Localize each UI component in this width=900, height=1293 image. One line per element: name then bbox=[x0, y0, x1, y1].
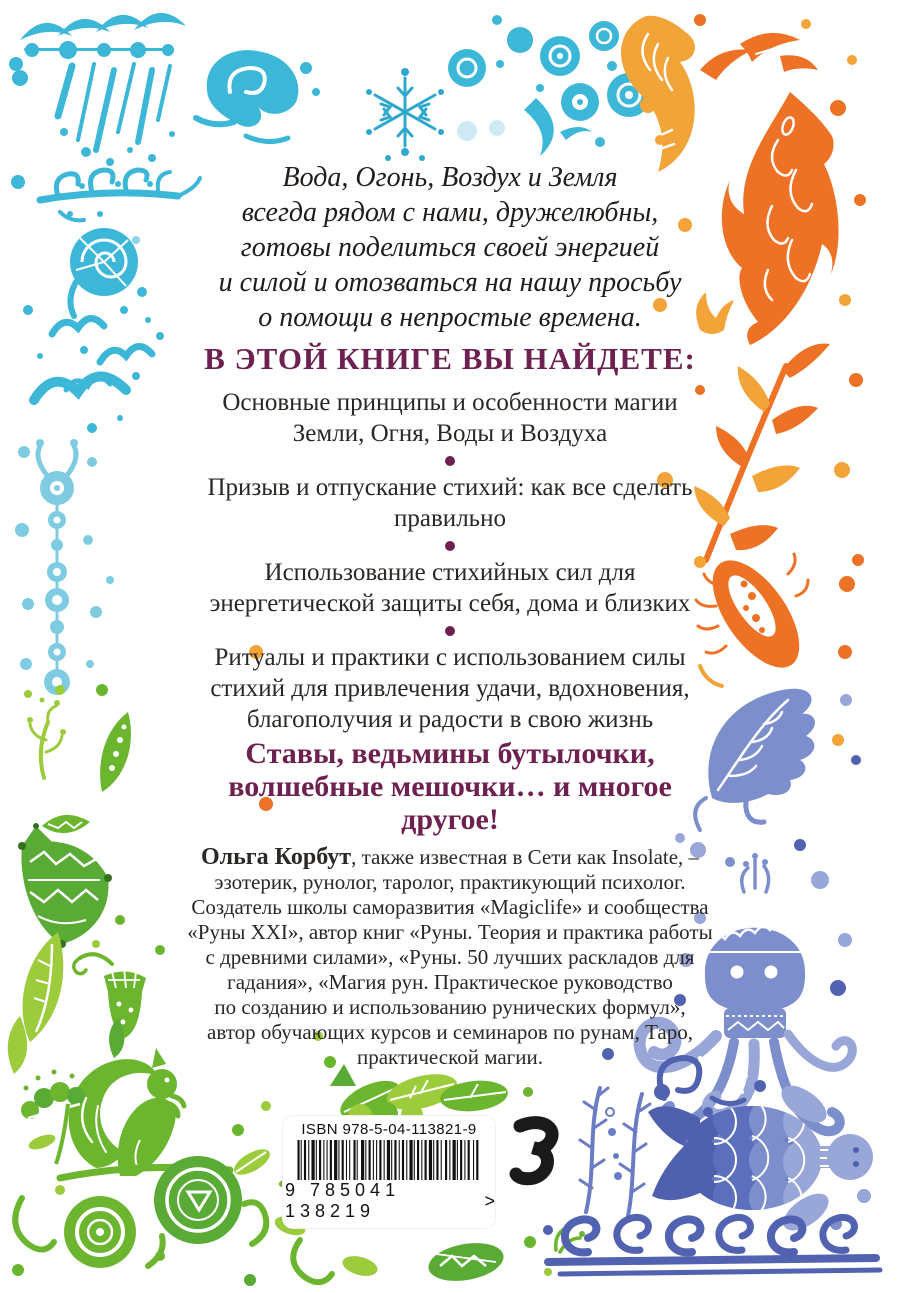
list-item-line: энергетической защиты себя, дома и близких bbox=[209, 590, 691, 617]
author-name: Ольга Корбут bbox=[200, 844, 352, 870]
barcode-digit-string: 9 785041 138219 bbox=[283, 1180, 482, 1222]
list-item-line: Основные принципы и особенности магии bbox=[222, 389, 678, 416]
bullet-separator bbox=[445, 456, 455, 466]
list-item-line: Ритуалы и практики с использованием силы bbox=[214, 644, 686, 671]
author-bio-line: с древними силами», «Руны. 50 лучших раскладов для bbox=[205, 945, 695, 969]
author-bio bbox=[140, 845, 760, 1070]
author-bio-line: гадания», «Магия рун. Практическое руководство bbox=[227, 970, 673, 994]
intro-line: Вода, Огонь, Воздух и Земля bbox=[282, 162, 618, 193]
highlight-line: волшебные мешочки… и многое bbox=[228, 770, 672, 803]
list-item bbox=[150, 642, 750, 735]
list-item-line: правильно bbox=[394, 505, 506, 532]
bullet-separator bbox=[445, 626, 455, 636]
barcode-arrow: > bbox=[484, 1190, 495, 1211]
list-item bbox=[150, 387, 750, 449]
intro-line: о помощи в непростые времена. bbox=[258, 302, 642, 333]
list-item-line: благополучия и радости в свою жизнь bbox=[246, 706, 654, 733]
author-bio-line: по созданию и использованию рунических формул», bbox=[214, 995, 686, 1019]
section-heading: В ЭТОЙ КНИГЕ ВЫ НАЙДЕТЕ: bbox=[204, 341, 696, 376]
intro-line: и силой и отозваться на нашу просьбу bbox=[218, 267, 682, 298]
list-item-line: Использование стихийных сил для bbox=[264, 559, 636, 586]
barcode-digits bbox=[283, 1180, 495, 1222]
eksmo-logo-icon bbox=[506, 1112, 570, 1192]
list-item-line: стихий для привлечения удачи, вдохновения, bbox=[210, 675, 690, 702]
contents-list bbox=[150, 387, 750, 735]
author-bio-text: , также известная в Сети как Insolate, – bbox=[351, 845, 700, 869]
highlight-text bbox=[150, 737, 750, 836]
author-bio-line: автор обучающих курсов и семинаров по рунам, Таро, bbox=[207, 1020, 693, 1044]
isbn-barcode-panel bbox=[283, 1116, 495, 1228]
intro-line: всегда рядом с нами, дружелюбны, bbox=[241, 197, 659, 228]
isbn-number: ISBN 978-5-04-113821-9 bbox=[301, 1121, 477, 1138]
author-bio-line: Создатель школы саморазвития «Magiclife» и сообщества bbox=[191, 895, 709, 919]
list-item-line: Призыв и отпускание стихий: как все сделать bbox=[207, 474, 693, 501]
list-item bbox=[150, 557, 750, 619]
author-bio-line: «Руны XXI», автор книг «Руны. Теория и практика работы bbox=[187, 920, 713, 944]
highlight-line: Ставы, ведьмины бутылочки, bbox=[245, 737, 655, 770]
bullet-separator bbox=[445, 541, 455, 551]
author-bio-line: эзотерик, рунолог, таролог, практикующий психолог. bbox=[214, 870, 686, 894]
intro-quote bbox=[120, 160, 780, 335]
highlight-line: другое! bbox=[401, 803, 499, 836]
list-item bbox=[150, 472, 750, 534]
author-bio-line bbox=[140, 845, 760, 870]
list-item-line: Земли, Огня, Воды и Воздуха bbox=[292, 420, 608, 447]
author-bio-line: практической магии. bbox=[356, 1045, 544, 1069]
intro-line: готовы поделиться своей энергией bbox=[240, 232, 660, 263]
